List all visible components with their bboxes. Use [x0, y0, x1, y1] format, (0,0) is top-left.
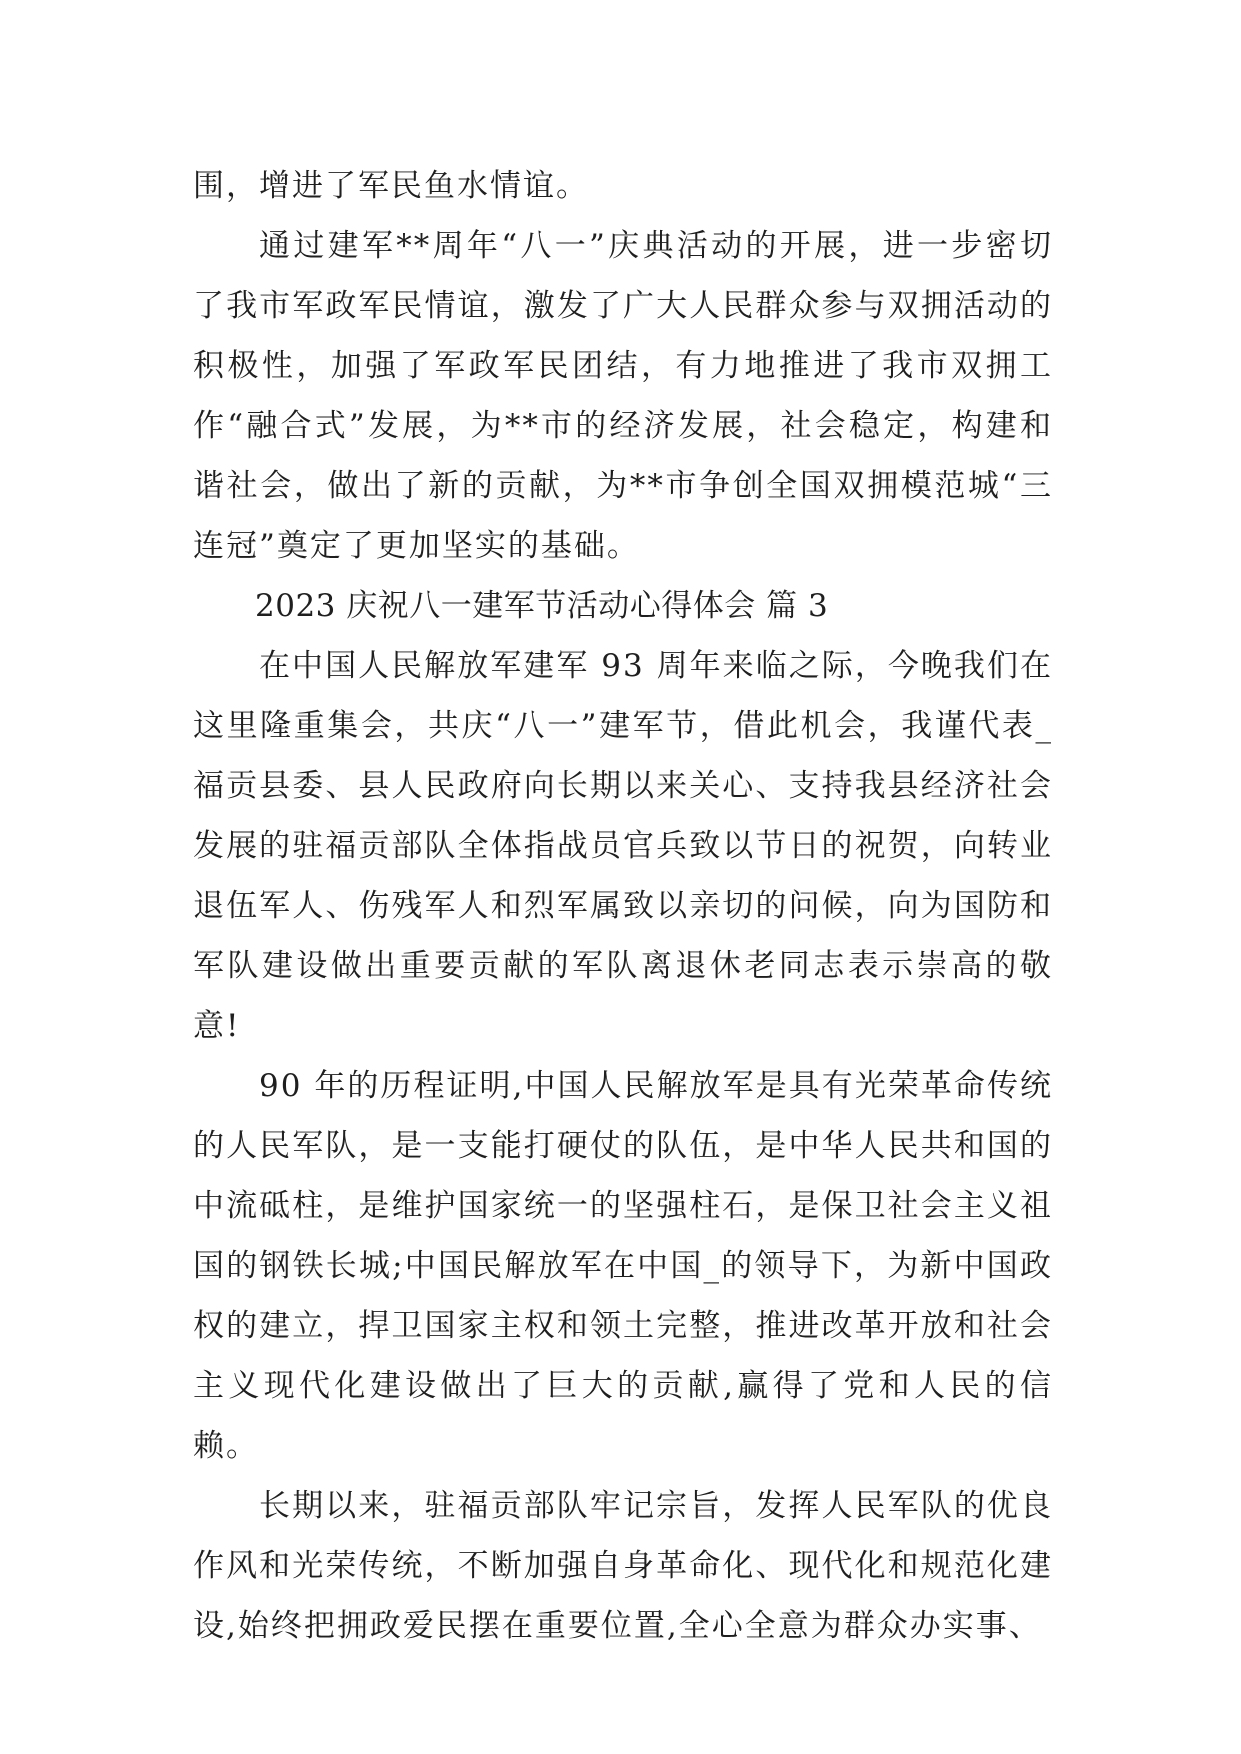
paragraph-local-troops: 长期以来，驻福贡部队牢记宗旨，发挥人民军队的优良作风和光荣传统，不断加强自身革命化、现代化和规范化建设,始终把拥政爱民摆在重要位置,全心全意为群众办实事、: [193, 1488, 1053, 1644]
document-body: [193, 156, 1053, 1656]
section-heading: 2023 庆祝八一建军节活动心得体会 篇 3: [255, 588, 829, 624]
paragraph-history: 90 年的历程证明,中国人民解放军是具有光荣革命传统的人民军队，是一支能打硬仗的队伍，是中华人民共和国的中流砥柱，是维护国家统一的坚强柱石，是保卫社会主义祖国的钢铁长城;中国民解放军在中国_的领导下，为新中国政权的建立，捍卫国家主权和领土完整，推进改革开放和社会主义现代化建设做出了巨大的贡献,赢得了党和人民的信赖。: [193, 1068, 1053, 1464]
paragraph-greeting: 在中国人民解放军建军 93 周年来临之际，今晚我们在这里隆重集会，共庆“八一”建军节，借此机会，我谨代表_福贡县委、县人民政府向长期以来关心、支持我县经济社会发展的驻福贡部队全体指战员官兵致以节日的祝贺，向转业退伍军人、伤残军人和烈军属致以亲切的问候，向为国防和军队建设做出重要贡献的军队离退休老同志表示崇高的敬意!: [193, 648, 1053, 1044]
paragraph-anniversary-summary: 通过建军**周年“八一”庆典活动的开展，进一步密切了我市军政军民情谊，激发了广大人民群众参与双拥活动的积极性，加强了军政军民团结，有力地推进了我市双拥工作“融合式”发展，为**市的经济发展，社会稳定，构建和谐社会，做出了新的贡献，为**市争创全国双拥模范城“三连冠”奠定了更加坚实的基础。: [193, 228, 1053, 564]
paragraph-continuation: 围，增进了军民鱼水情谊。: [193, 168, 589, 204]
